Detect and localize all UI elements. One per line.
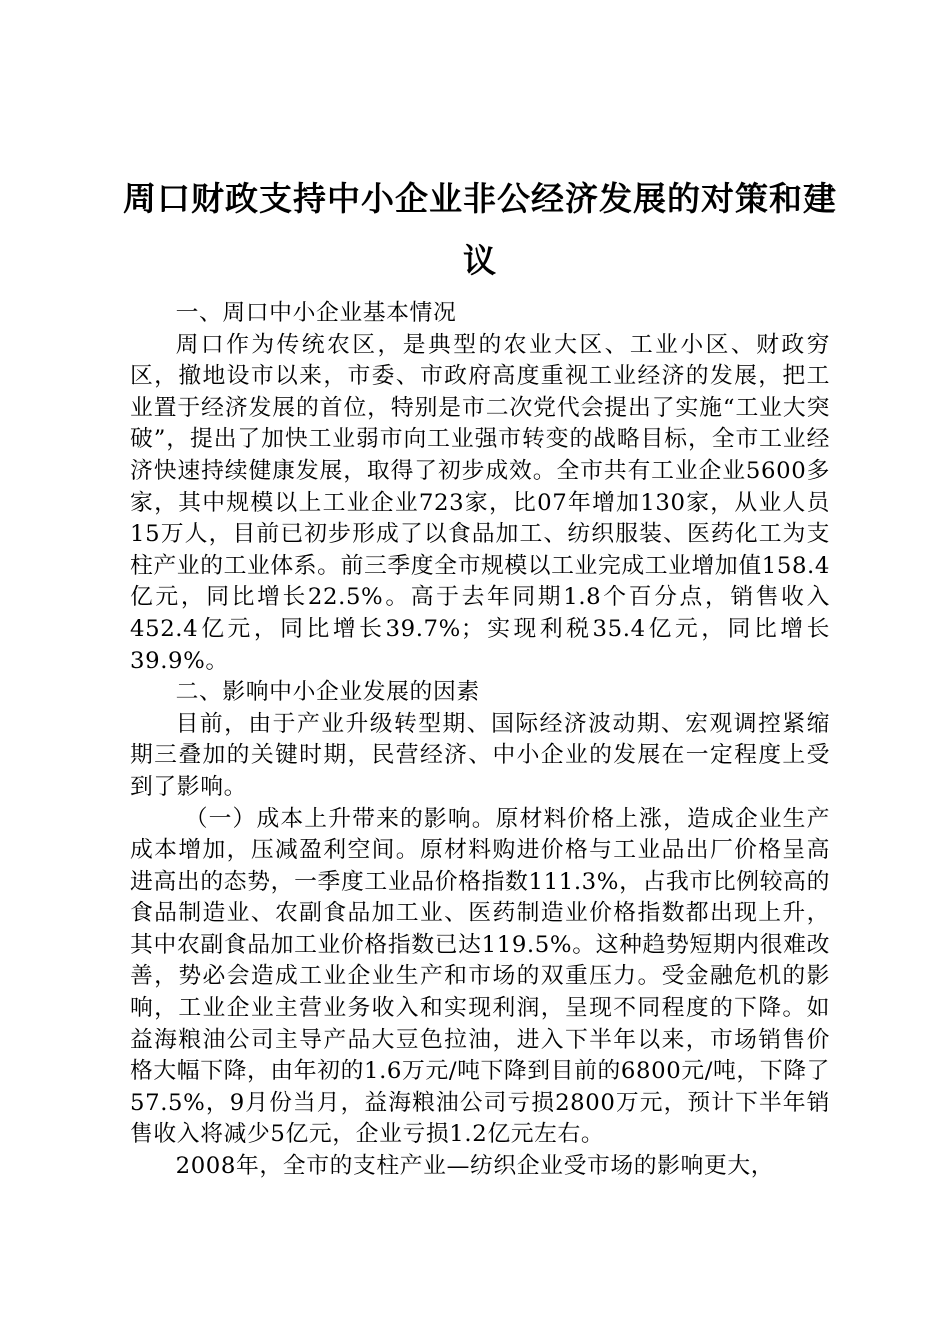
section-heading-2: 二、影响中小企业发展的因素: [175, 679, 480, 706]
paragraph-textile-2008: 2008年，全市的支柱产业—纺织企业受市场的影响更大，: [175, 1153, 775, 1180]
paragraph-cost-increase: （一）成本上升带来的影响。原材料价格上涨，造成企业生产成本增加，压减盈利空间。原材料购进价格与工业品出厂价格呈高进高出的态势，一季度工业品价格指数111.3%，占我市比例较高的食品制造业、农副食品加工业、医药制造业价格指数都出现上升，其中农副食品加工业价格指数已达119.5%。这种趋势短期内很难改善，势必会造成工业企业生产和市场的双重压力。受金融危机的影响，工业企业主营业务收入和实现利润，呈现不同程度的下降。如益海粮油公司主导产品大豆色拉油，进入下半年以来，市场销售价格大幅下降，由年初的1.6万元/吨下降到目前的6800元/吨，下降了57.5%，9月份当月，益海粮油公司亏损2800万元，预计下半年销售收入将减少5亿元，企业亏损1.2亿元左右。: [130, 805, 830, 1148]
section-heading-1: 一、周口中小企业基本情况: [175, 300, 457, 326]
document-body: [130, 298, 830, 1183]
document-title: 周口财政支持中小企业非公经济发展的对策和建议: [123, 179, 837, 280]
paragraph-basic-situation: 周口作为传统农区，是典型的农业大区、工业小区、财政穷区，撤地设市以来，市委、市政府高度重视工业经济的发展，把工业置于经济发展的首位，特别是市二次党代会提出了实施“工业大突破”，提出了加快工业弱市向工业强市转变的战略目标，全市工业经济快速持续健康发展，取得了初步成效。全市共有工业企业5600多家，其中规模以上工业企业723家，比07年增加130家，从业人员15万人，目前已初步形成了以食品加工、纺织服装、医药化工为支柱产业的工业体系。前三季度全市规模以工业完成工业增加值158.4亿元，同比增长22.5%。高于去年同期1.8个百分点，销售收入452.4亿元，同比增长39.7%；实现利税35.4亿元，同比增长39.9%。: [130, 331, 830, 674]
paragraph-current-situation: 目前，由于产业升级转型期、国际经济波动期、宏观调控紧缩期三叠加的关键时期，民营经济、中小企业的发展在一定程度上受到了影响。: [130, 710, 830, 800]
